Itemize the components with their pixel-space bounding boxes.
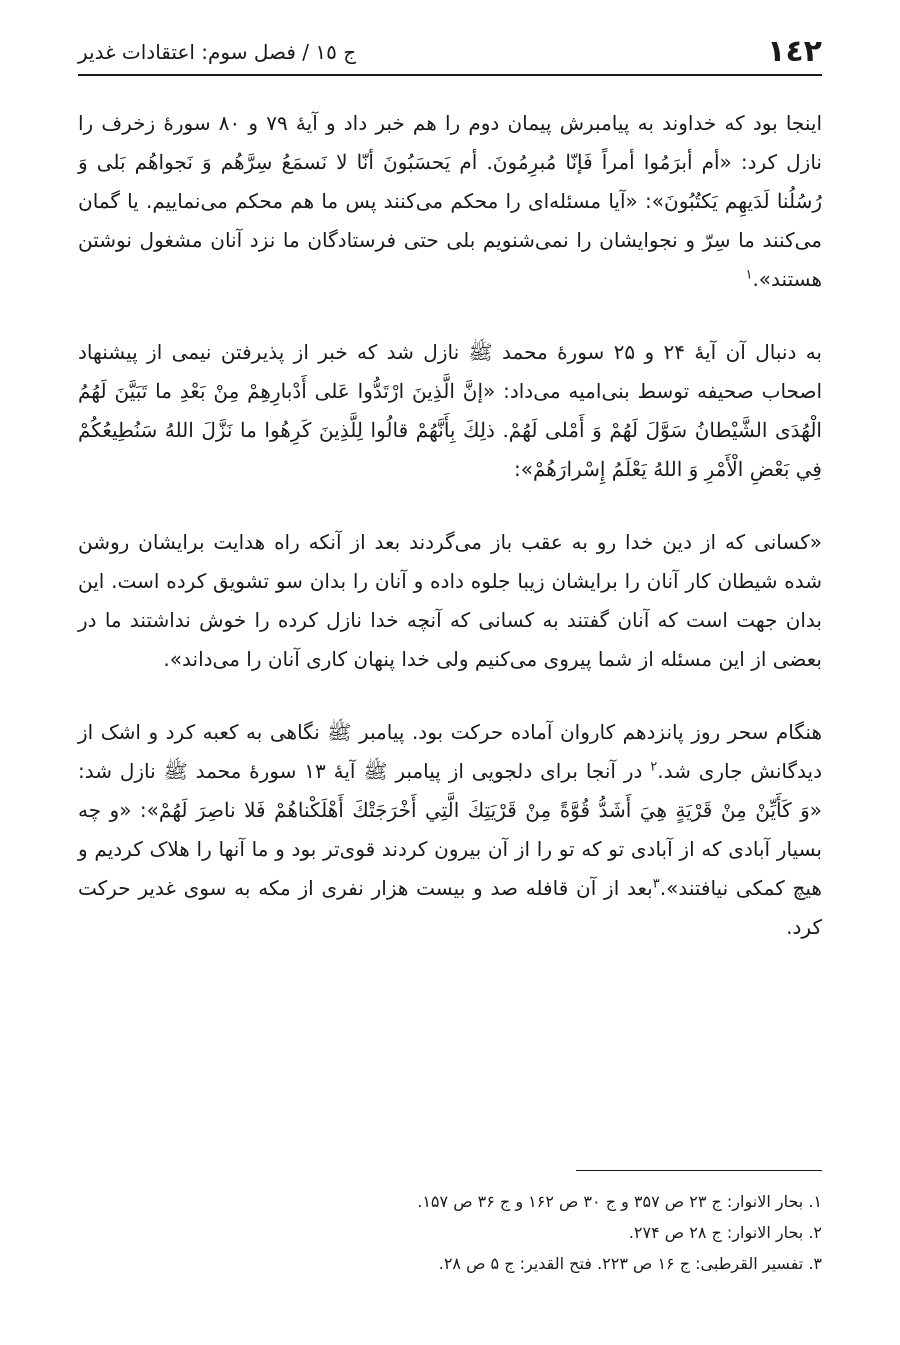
page-body <box>78 104 822 981</box>
footnote-ref[interactable]: ٢ <box>650 759 658 775</box>
footnotes <box>78 1186 822 1279</box>
paragraph-text: »: «و چه بسیار آبادی که از آبادی تو که تو را از آن بیرون کردند قوی‌تر بود و ما آنها را هلاک کردیم و هیچ کمکی نیافتند». <box>78 798 822 900</box>
page-number: ١٤٢ <box>767 34 822 69</box>
paragraph-text: اینجا بود که خداوند به پیامبرش پیمان دوم را هم خبر داد و آیهٔ ۷۹ و ۸۰ سورهٔ زخرف را نازل کرد: « <box>78 111 823 174</box>
page-header <box>78 30 822 76</box>
paragraph-text: »: <box>513 457 533 481</box>
quran-quote: وَ كَأَيِّنْ مِنْ قَرْيَةٍ هِيَ أَشَدُّ قُوَّةً مِنْ قَرْيَتِكَ الَّتِي أَخْرَجَتْكَ أَهْلَكْناهُمْ فَلا ناصِرَ لَهُمْ <box>158 798 810 822</box>
footnote-1: ۱. بحار الانوار: ج ۲۳ ص ۳۵۷ و ج ۳۰ ص ۱۶۲ و ج ۳۶ ص ۱۵۷. <box>417 1192 822 1211</box>
paragraph-text: هنگام سحر روز پانزدهم کاروان آماده حرکت بود. پیامبر ﷺ نگاهی به کعبه کرد و اشک از دیدگانش جاری شد. <box>78 720 823 783</box>
footnote-2: ۲. بحار الانوار: ج ۲۸ ص ۲۷۴. <box>628 1223 822 1242</box>
paragraph-text: «کسانی که از دین خدا رو به عقب باز می‌گردند بعد از آنکه راه هدایت برایشان روشن شده شیطان کار آنان را برایشان زیبا جلوه داده و آنان را بدان سو تشویق کرده است. این بدان جهت است که آنان گفتند به کسانی که آنچه خدا نازل کرده را خوش نداشتند ما در بعضی از این مسئله از شما پیروی می‌کنیم ولی خدا پنهان کاری آنان را می‌داند». <box>78 530 822 671</box>
footnote-ref[interactable]: ١ <box>745 267 753 283</box>
quran-quote: أم أبرَمُوا أمراً فَإنّا مُبرِمُونَ. أم يَحسَبُونَ أنّا لا نَسمَعُ سِرَّهُم وَ نَجواهُم بَلى وَ رُسُلُنا لَدَيهِم يَكتُبُونَ <box>78 150 822 213</box>
paragraph-1 <box>78 104 822 299</box>
footnote-ref[interactable]: ٣ <box>652 876 660 892</box>
footnote-divider <box>576 1170 822 1171</box>
paragraph-text: در آنجا برای دلجویی از پیامبر ﷺ آیهٔ ۱۳ سورهٔ محمد ﷺ نازل شد: « <box>78 759 822 822</box>
quran-quote: إنَّ الَّذِينَ ارْتَدُّوا عَلى أَدْبارِهِمْ مِنْ بَعْدِ ما تَبَيَّنَ لَهُمُ الْهُدَى الشَّيْطانُ سَوَّلَ لَهُمْ وَ أَمْلى لَهُمْ. ذلِكَ بِأَنَّهُمْ قالُوا لِلَّذِينَ كَرِهُوا ما نَزَّلَ اللهُ سَنُطِيعُكُمْ فِي بَعْضِ الْأَمْرِ وَ اللهُ يَعْلَمُ إِسْرارَهُمْ <box>78 379 822 481</box>
paragraph-text: »: «آیا مسئله‌ای را محکم می‌کنند پس ما هم محکم می‌نماییم. یا گمان می‌کنند ما سِرّ و نجوایشان را نمی‌شنویم بلی حتی فرستادگان ما نزد آنان مشغول نوشتن هستند». <box>78 189 822 291</box>
paragraph-3 <box>78 523 822 679</box>
paragraph-text: به دنبال آن آیهٔ ۲۴ و ۲۵ سورهٔ محمد ﷺ نازل شد که خبر از پذیرفتن نیمی از پیشنهاد اصحاب صحیفه توسط بنی‌امیه می‌داد: « <box>78 340 823 403</box>
paragraph-4 <box>78 713 822 947</box>
running-head: ج ١٥ / فصل سوم: اعتقادات غدیر <box>78 40 357 64</box>
paragraph-text: بعد از آن قافله صد و بیست هزار نفری از مکه به سوی غدیر حرکت کرد. <box>78 876 822 939</box>
footnote-3: ۳. تفسیر القرطبی: ج ۱۶ ص ۲۲۳. فتح القدیر: ج ۵ ص ۲۸. <box>438 1254 822 1273</box>
paragraph-2 <box>78 333 822 489</box>
